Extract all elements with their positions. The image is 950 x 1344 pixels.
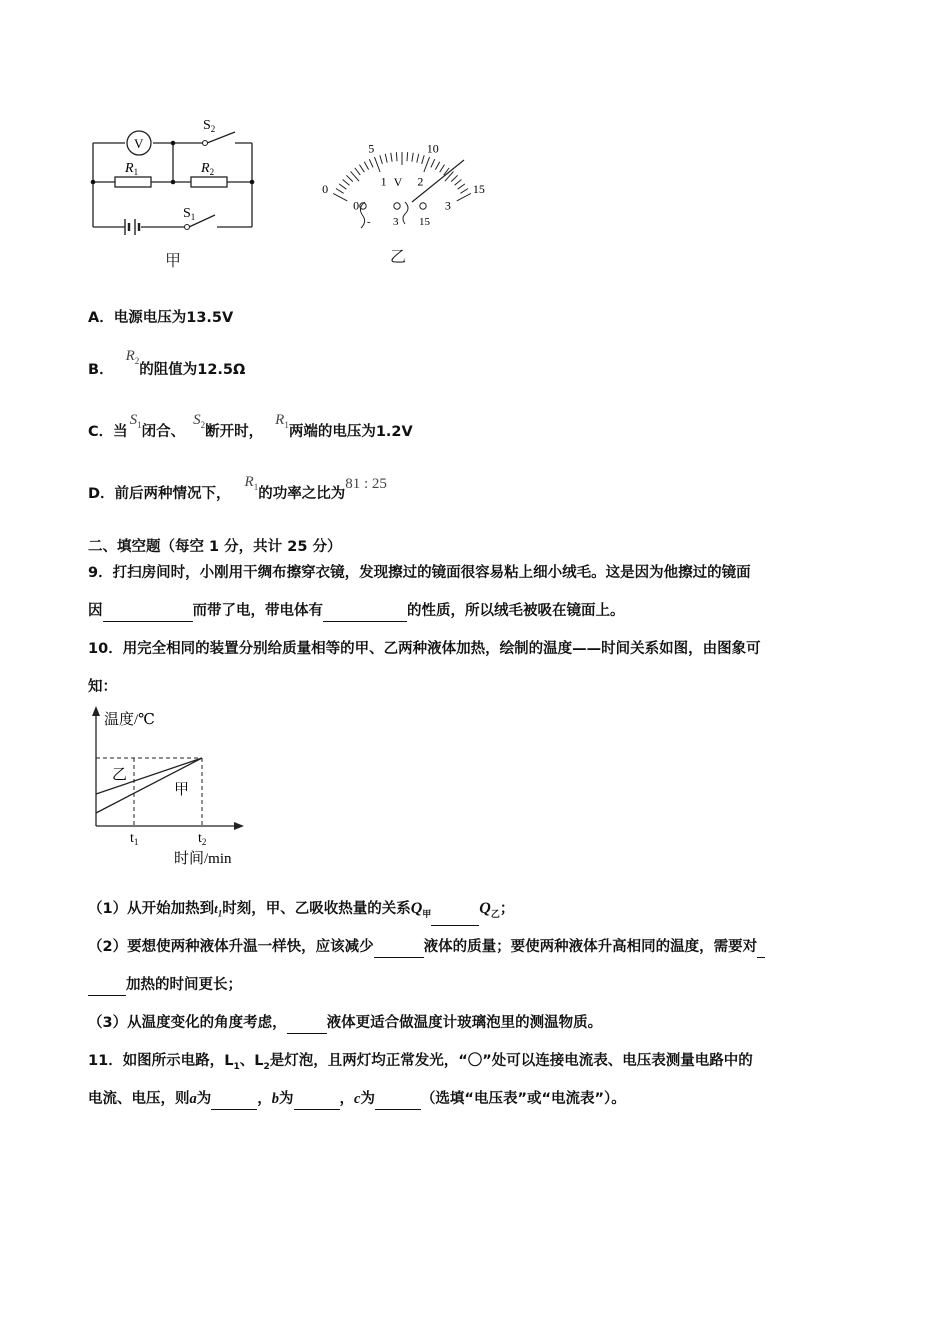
q11-blank-a[interactable]: [211, 1093, 257, 1110]
voltmeter-label: V: [134, 136, 144, 151]
dial-tick: [391, 153, 392, 162]
terminal-post: [394, 203, 400, 209]
dial-tick: [460, 189, 468, 194]
option-a: A．电源电压为13.5V: [88, 310, 234, 326]
upper-scale-label: 15: [472, 182, 485, 197]
r1-symbol: $R_1$: [244, 474, 259, 492]
dial-tick: [336, 189, 344, 194]
q10-blank-3a[interactable]: [757, 941, 765, 958]
q10-line1: 10．用完全相同的装置分别给质量相等的甲、乙两种液体加热，绘制的温度——时间关系如图，由图象可: [88, 641, 761, 657]
dial-tick: [455, 179, 462, 185]
q10-part1: （1）从开始加热到$t_1$时刻，甲、乙吸收热量的关系$Q_甲$ $Q_乙$；: [88, 898, 514, 926]
label-jia: 甲: [174, 782, 190, 798]
dial-tick: [435, 162, 439, 170]
lower-scale-label: 1: [380, 174, 387, 189]
voltmeter-dial-yi: [305, 112, 500, 242]
dial-tick: [346, 175, 352, 181]
upper-scale-label: 5: [368, 141, 375, 156]
dial-tick: [333, 193, 347, 201]
section-heading: 二、填空题（每空 1 分，共计 25 分）: [88, 539, 342, 555]
upper-scale-label: 0: [322, 182, 329, 197]
dial-tick: [407, 152, 408, 161]
dial-tick: [343, 179, 350, 185]
q10-blank-4[interactable]: [287, 1017, 327, 1034]
q10-line2: 知：: [88, 679, 117, 695]
dial-tick: [396, 152, 397, 161]
q10-part3: （3）从温度变化的角度考虑， 液体更适合做温度计玻璃泡里的测温物质。: [88, 1012, 602, 1034]
dial-tick: [451, 175, 457, 181]
dial-tick: [380, 155, 383, 164]
power-ratio: 81 : 25: [345, 476, 387, 492]
lower-scale-label: 2: [417, 174, 424, 189]
s1-symbol: $S_1$: [129, 412, 142, 430]
s2-symbol: $S_2$: [193, 412, 206, 430]
figure-caption-yi: 乙: [390, 247, 407, 266]
dial-tick: [369, 159, 373, 167]
dial-tick: [424, 157, 430, 172]
terminal-label: -: [367, 216, 371, 228]
dial-unit-label: V: [393, 175, 403, 189]
upper-scale-label: 10: [426, 141, 439, 156]
s2-label: $S_2$: [203, 118, 216, 134]
x-axis-label: 时间/min: [174, 851, 232, 867]
dial-tick: [412, 153, 413, 162]
r1-symbol: $R_1$: [275, 412, 289, 430]
wire-lead: [403, 202, 408, 224]
q11-line2: 电流、电压，则a为 ，b为 ，c为 （选填“电压表”或“电流表”）。: [88, 1088, 626, 1110]
q9-line1: 9．打扫房间时，小刚用干绸布擦穿衣镜，发现擦过的镜面很容易粘上细小绒毛。这是因为他擦过的镜面: [88, 565, 751, 581]
dial-tick: [374, 157, 380, 172]
q10-part2: （2）要想使两种液体升温一样快，应该减少 液体的质量；要使两种液体升高相同的温度，需要对: [88, 936, 765, 958]
dial-tick: [458, 184, 465, 189]
figure-caption-jia: 甲: [165, 251, 182, 270]
s1-label: $S_1$: [183, 206, 196, 222]
dial-tick: [339, 184, 346, 189]
r2-symbol: $R_2$: [125, 348, 140, 366]
q10-part2-cont: 加热的时间更长；: [88, 974, 242, 996]
dial-tick: [422, 155, 425, 164]
dial-tick: [440, 165, 445, 173]
q9-blank-2[interactable]: [323, 605, 407, 622]
dial-tick: [445, 171, 454, 181]
dial-tick: [364, 162, 368, 170]
dial-tick: [431, 159, 435, 167]
y-axis-label: 温度/℃: [104, 712, 155, 728]
q9-line2: 因 而带了电，带电体有 的性质，所以绒毛被吸在镜面上。: [88, 600, 625, 622]
label-yi: 乙: [112, 767, 128, 783]
terminal-label: 3: [393, 216, 399, 228]
r1-label: $R_1$: [125, 161, 139, 177]
r2-label: $R_2$: [201, 161, 215, 177]
q10-blank-2[interactable]: [374, 941, 424, 958]
terminal-post: [420, 203, 426, 209]
lower-scale-label: 3: [444, 198, 451, 213]
q11-line1: 11．如图所示电路，$L_1$、$L_2$是灯泡，且两灯均正常发光，“〇”处可以连接电流表、电压表测量电路中的: [88, 1053, 753, 1072]
lower-scale-label: 0: [353, 198, 360, 213]
q9-blank-1[interactable]: [103, 605, 193, 622]
t1-tick-label: $t_1$: [130, 831, 139, 847]
dial-tick: [457, 193, 471, 201]
option-c: C．当$S_1$闭合、$S_2$断开时，$R_1$两端的电压为1.2V: [88, 412, 413, 440]
option-b: B．$R_2$的阻值为12.5Ω: [88, 348, 246, 378]
t2-tick-label: $t_2$: [198, 831, 207, 847]
q10-blank-1[interactable]: [431, 909, 479, 926]
q11-blank-b[interactable]: [294, 1093, 340, 1110]
q11-blank-c[interactable]: [375, 1093, 421, 1110]
q10-blank-3b[interactable]: [88, 979, 126, 996]
dial-tick: [417, 154, 419, 163]
terminal-label: 15: [419, 216, 430, 228]
dial-tick: [385, 154, 387, 163]
dial-tick: [355, 168, 360, 175]
dial-tick: [359, 165, 364, 173]
dial-tick: [350, 171, 359, 181]
temperature-time-graph: [88, 704, 258, 869]
option-d: D．前后两种情况下，$R_1$的功率之比为81 : 25: [88, 474, 387, 502]
